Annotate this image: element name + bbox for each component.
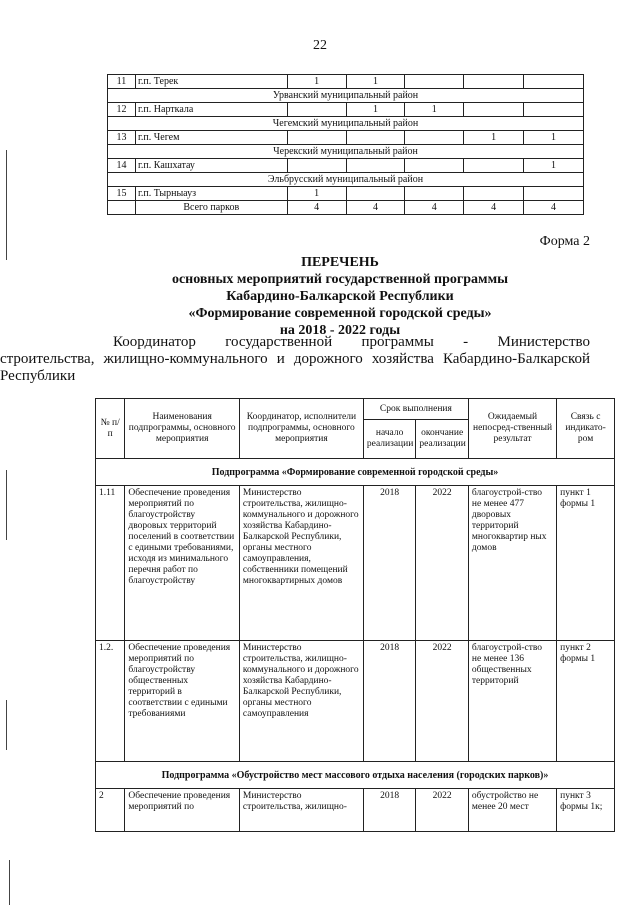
measure-row [96,641,615,762]
measure-result: обустройство не менее 20 мест [468,789,556,832]
coordinator-paragraph [0,334,590,385]
count-cell: 1 [346,75,405,89]
settlement-cell: г.п. Чегем [135,131,287,145]
count-cell [405,187,464,201]
count-cell [464,103,524,117]
header-name: Наименования подпрограммы, основного мероприятия [125,399,240,459]
count-cell [346,187,405,201]
parks-table [107,74,584,215]
scan-edge-line [6,470,7,540]
measures-table-body [96,399,615,832]
count-cell: 4 [405,201,464,215]
form-label: Форма 2 [539,234,590,249]
row-number-cell: 14 [108,159,136,173]
measure-row [96,486,615,641]
region-row [108,89,584,103]
heading-line: «Формирование современной городской среды» [188,306,492,321]
scan-edge-line [6,700,7,750]
table-row [108,187,584,201]
total-label-cell: Всего парков [135,201,287,215]
subprogram-row [96,459,615,486]
count-cell: 4 [524,201,584,215]
measure-coordinator: Министерство строительства, жилищно-коммунального и дорожного хозяйства Кабардино-Балкарской Республики, органы местного самоуправления, собственники помещений многоквартирных домов [239,486,363,641]
count-cell: 1 [346,103,405,117]
subprogram-title: Подпрограмма «Обустройство мест массового отдыха населения (городских парков)» [96,762,615,789]
header-term: Срок выполнения [363,399,468,420]
count-cell: 4 [287,201,346,215]
table-header-row [96,399,615,420]
subprogram-row [96,762,615,789]
count-cell: 1 [524,131,584,145]
measure-end: 2022 [416,486,469,641]
table-row [108,103,584,117]
measure-name: Обеспечение проведения мероприятий по благоустройству общественных территорий в соответствии с едиными требованиями [125,641,240,762]
document-heading [90,254,590,339]
measure-result: благоустрой-ство не менее 136 общественных территорий [468,641,556,762]
settlement-cell: г.п. Нарткала [135,103,287,117]
coordinator-word: Координатор [113,334,196,350]
subprogram-title: Подпрограмма «Формирование современной городской среды» [96,459,615,486]
region-row [108,145,584,159]
measure-coordinator: Министерство строительства, жилищно- [239,789,363,832]
measure-coordinator: Министерство строительства, жилищно-коммунального и дорожного хозяйства Кабардино-Балкарской Республики, органы местного самоуправления [239,641,363,762]
measure-start: 2018 [363,486,416,641]
row-number-cell: 13 [108,131,136,145]
table-row [108,159,584,173]
measure-link: пункт 3 формы 1к; [557,789,615,832]
heading-line: на 2018 - 2022 годы [279,323,401,338]
measure-name: Обеспечение проведения мероприятий по [125,789,240,832]
count-cell [524,187,584,201]
count-cell: 1 [405,103,464,117]
count-cell [287,103,346,117]
count-cell [524,75,584,89]
row-number-cell: 15 [108,187,136,201]
region-cell: Эльбрусский муниципальный район [108,173,584,187]
table-row [108,131,584,145]
measure-start: 2018 [363,789,416,832]
coordinator-first-line [113,334,590,351]
count-cell: 1 [287,187,346,201]
region-cell: Черекский муниципальный район [108,145,584,159]
measure-row [96,789,615,832]
coordinator-word: государственной [225,334,333,350]
measure-start: 2018 [363,641,416,762]
settlement-cell: г.п. Тырныауз [135,187,287,201]
measure-number: 2 [96,789,125,832]
heading-line: основных мероприятий государственной программы [171,272,509,287]
measure-link: пункт 1 формы 1 [557,486,615,641]
region-cell: Чегемский муниципальный район [108,117,584,131]
header-link: Связь с индикато-ром [557,399,615,459]
region-row [108,173,584,187]
measure-name: Обеспечение проведения мероприятий по благоустройству дворовых территорий поселений в соответствии с едиными требованиями, исходя из минимального перечня работ по благоустройству [125,486,240,641]
header-no: № п/п [96,399,125,459]
region-cell: Урванский муниципальный район [108,89,584,103]
count-cell [405,159,464,173]
row-number-cell: 11 [108,75,136,89]
heading-line: ПЕРЕЧЕНЬ [301,255,379,270]
count-cell: 1 [287,75,346,89]
parks-table-body [108,75,584,215]
table-row [108,75,584,89]
scan-edge-line [6,150,7,260]
measure-end: 2022 [416,641,469,762]
count-cell [405,75,464,89]
measure-number: 1.11 [96,486,125,641]
coordinator-word: - [463,334,469,350]
header-coordinator: Координатор, исполнители подпрограммы, основного мероприятия [239,399,363,459]
count-cell: 4 [464,201,524,215]
count-cell [464,75,524,89]
header-end: окончание реализации [416,420,469,459]
count-cell [346,159,405,173]
settlement-cell: г.п. Кашхатау [135,159,287,173]
header-result: Ожидаемый непосред-ственный результат [468,399,556,459]
settlement-cell: г.п. Терек [135,75,287,89]
table-row [108,201,584,215]
measure-number: 1.2. [96,641,125,762]
count-cell: 4 [346,201,405,215]
heading-line: Кабардино-Балкарской Республики [226,289,454,304]
measure-end: 2022 [416,789,469,832]
count-cell [287,159,346,173]
count-cell [287,131,346,145]
row-number-cell: 12 [108,103,136,117]
count-cell [346,131,405,145]
coordinator-word: программы [361,334,434,350]
count-cell: 1 [464,131,524,145]
measure-link: пункт 2 формы 1 [557,641,615,762]
coordinator-rest: строительства, жилищно-коммунального и дорожного хозяйства Кабардино-Балкарской Республики [0,351,590,384]
measure-result: благоустрой-ство не менее 477 дворовых территорий многоквартир ных домов [468,486,556,641]
count-cell [524,103,584,117]
count-cell [405,131,464,145]
page-number: 22 [313,38,327,53]
measures-table [95,398,615,832]
scan-edge-line [9,860,10,905]
count-cell [464,159,524,173]
count-cell [464,187,524,201]
count-cell: 1 [524,159,584,173]
header-start: начало реализации [363,420,416,459]
coordinator-word: Министерство [497,334,590,350]
row-number-cell [108,201,136,215]
region-row [108,117,584,131]
